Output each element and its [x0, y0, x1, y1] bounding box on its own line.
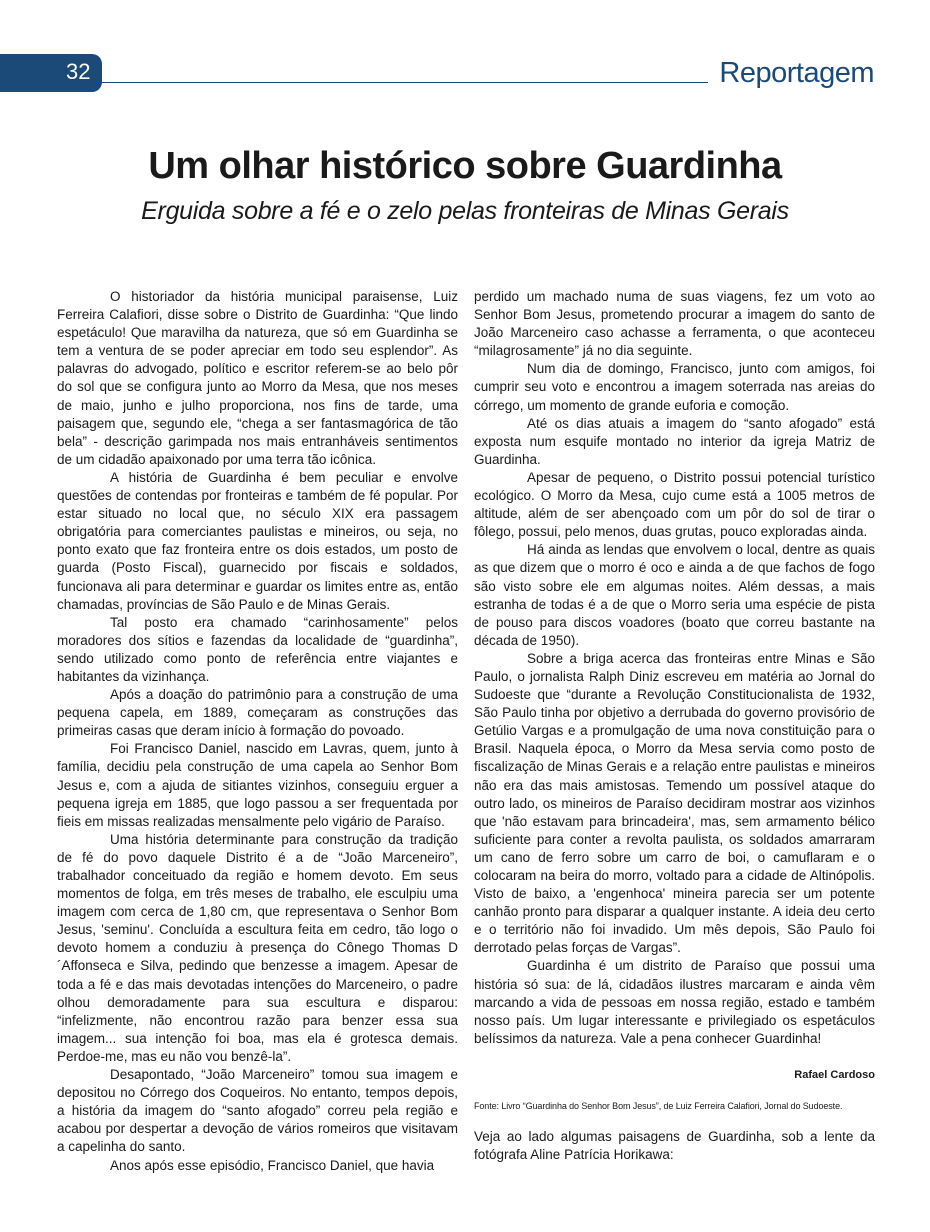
- paragraph: Sobre a briga acerca das fronteiras entre Minas e São Paulo, o jornalista Ralph Diniz escreveu em matéria ao Jornal do Sudoeste que “durante a Revolução Constitucionalista de 1932, São Paulo tinha por objetivo a derrubada do governo provisório de Getúlio Vargas e a promulgação de uma nova constituição para o Brasil. Naquela época, o Morro da Mesa servia como posto de fiscalização de Minas Gerais e a relação entre paulistas e mineiros não era das mais amistosas. Temendo um possível ataque do outro lado, os mineiros de Paraíso decidiram mostrar aos vizinhos que 'não estavam para brincadeira', mas, sem armamento bélico suficiente para conter a revolta paulista, os soldados amarraram um cano de ferro sobre um carro de boi, o camuflaram e o colocaram na beira do morro, voltado para a cidade de Altinópolis. Visto de baixo, a 'engenhoca' mineira parecia ser um potente canhão pronto para disparar a qualquer instante. A ideia deu certo e o território não foi invadido. Um mês depois, São Paulo foi derrotado pelas forças de Vargas”.: [474, 650, 875, 956]
- page-number: 32: [66, 59, 91, 84]
- paragraph: Guardinha é um distrito de Paraíso que possui uma história só sua: de lá, cidadãos ilustres marcaram e ainda vêm marcando a vida de pessoas em nossa região, estado e também nosso país. Um lugar interessante e privilegiado os espetáculos belíssimos da natureza. Vale a pena conhecer Guardinha!: [474, 958, 875, 1046]
- paragraph: Foi Francisco Daniel, nascido em Lavras, quem, junto à família, decidiu pela construção de uma capela ao Senhor Bom Jesus e, com a ajuda de sitiantes vizinhos, conseguiu erguer a pequena igreja em 1885, que logo passou a ser frequentada por fieis em missas realizadas mensalmente pelo vigário de Paraíso.: [57, 741, 458, 829]
- paragraph: Até os dias atuais a imagem do “santo afogado” está exposta num esquife montado no interior da igreja Matriz de Guardinha.: [474, 415, 875, 467]
- paragraph: Num dia de domingo, Francisco, junto com amigos, foi cumprir seu voto e encontrou a imagem soterrada nas areias do córrego, um momento de grande euforia e comoção.: [474, 361, 875, 413]
- photo-note: Veja ao lado algumas paisagens de Guardinha, sob a lente da fotógrafa Aline Patrícia Horikawa:: [474, 1129, 875, 1163]
- paragraph: Após a doação do patrimônio para a construção de uma pequena capela, em 1889, começaram as construções das primeiras casas que deram início à formação do povoado.: [57, 687, 458, 739]
- source-note: Fonte: Livro “Guardinha do Senhor Bom Jesus”, de Luiz Ferreira Calafiori, Jornal do Sudoeste.: [474, 1101, 843, 1112]
- paragraph-continuation: perdido um machado numa de suas viagens, fez um voto ao Senhor Bom Jesus, prometendo procurar a imagem do santo de João Marceneiro caso achasse a ferramenta, o que aconteceu “milagrosamente” já no dia seguinte.: [474, 289, 875, 359]
- paragraph: Há ainda as lendas que envolvem o local, dentre as quais as que dizem que o morro é oco e ainda a de que fachos de fogo são visto sobre ele em algumas noites. Além dessas, a mais estranha de todas é a de que o Morro seria uma espécie de pista de pouso para discos voadores (boato que correu bastante na década de 1950).: [474, 542, 875, 648]
- section-label: Reportagem: [719, 57, 874, 89]
- paragraph: A história de Guardinha é bem peculiar e envolve questões de contendas por fronteiras e também de fé popular. Por estar situado no local que, no século XIX era passagem obrigatória para comerciantes paulistas e mineiros, ou seja, no ponto exato que faz fronteira entre os dois estados, um posto de guarda (Posto Fiscal), guarnecido por fiscais e soldados, funcionava ali para determinar e guardar os limites entre as, então chamadas, províncias de São Paulo e de Minas Gerais.: [57, 469, 458, 612]
- paragraph: Anos após esse episódio, Francisco Daniel, que havia: [110, 1157, 435, 1173]
- author-byline: Rafael Cardoso: [794, 1068, 875, 1081]
- paragraph: Desapontado, “João Marceneiro” tomou sua imagem e depositou no Córrego dos Coqueiros. No entanto, tempos depois, a história da imagem do “santo afogado” correu pela região e acabou por despertar a devoção de vários romeiros que visitavam a capelinha do santo.: [57, 1067, 458, 1155]
- right-column: [474, 288, 875, 1164]
- paragraph: Apesar de pequeno, o Distrito possui potencial turístico ecológico. O Morro da Mesa, cujo cume está a 1005 metros de altitude, além de ser abençoado com um pôr do sol de tirar o fôlego, possui, pelo menos, duas grutas, pouco exploradas ainda.: [474, 469, 875, 540]
- article-subtitle: Erguida sobre a fé e o zelo pelas fronteiras de Minas Gerais: [141, 197, 789, 225]
- header-rule: [102, 82, 708, 83]
- paragraph: Uma história determinante para construção da tradição de fé do povo daquele Distrito é a de “João Marceneiro”, trabalhador conceituado da região e homem devoto. Em seus momentos de folga, em três meses de trabalho, ele esculpiu uma imagem com cerca de 1,80 cm, que representava o Senhor Bom Jesus, 'seminu'. Concluída a escultura feita em cedro, tão logo o devoto homem a conduziu à presença do Cônego Thomas D´Affonseca e Silva, pedindo que benzesse a imagem. Apesar de toda a fé e das mais devotadas intenções do Marceneiro, o padre olhou demoradamente para sua escultura e disparou: “infelizmente, não encontrou razão para benzer essa sua imagem... sua intenção foi boa, mas ela é grotesca demais. Perdoe-me, mas eu não vou benzê-la”.: [57, 831, 458, 1064]
- paragraph: Tal posto era chamado “carinhosamente” pelos moradores dos sítios e fazendas da localidade de “guardinha”, sendo utilizado como ponto de referência entre viajantes e habitantes da vizinhança.: [57, 614, 458, 684]
- paragraph: O historiador da história municipal paraisense, Luiz Ferreira Calafiori, disse sobre o Distrito de Guardinha: “Que lindo espetáculo! Que maravilha da natureza, que só em Guardinha se tem a ventura de se poder apreciar em todo seu esplendor”. As palavras do advogado, político e escritor referem-se ao belo pôr do sol que se configura junto ao Morro da Mesa, que nos meses de maio, junho e julho proporciona, nos fins de tarde, uma paisagem que, segundo ele, “chega a ser fantasmagórica de tão bela” - descrição garimpada nos mais entranháveis sentimentos de um cidadão apaixonado por uma terra tão icônica.: [57, 289, 458, 467]
- left-column: [57, 288, 458, 1175]
- article-title: Um olhar histórico sobre Guardinha: [148, 145, 782, 187]
